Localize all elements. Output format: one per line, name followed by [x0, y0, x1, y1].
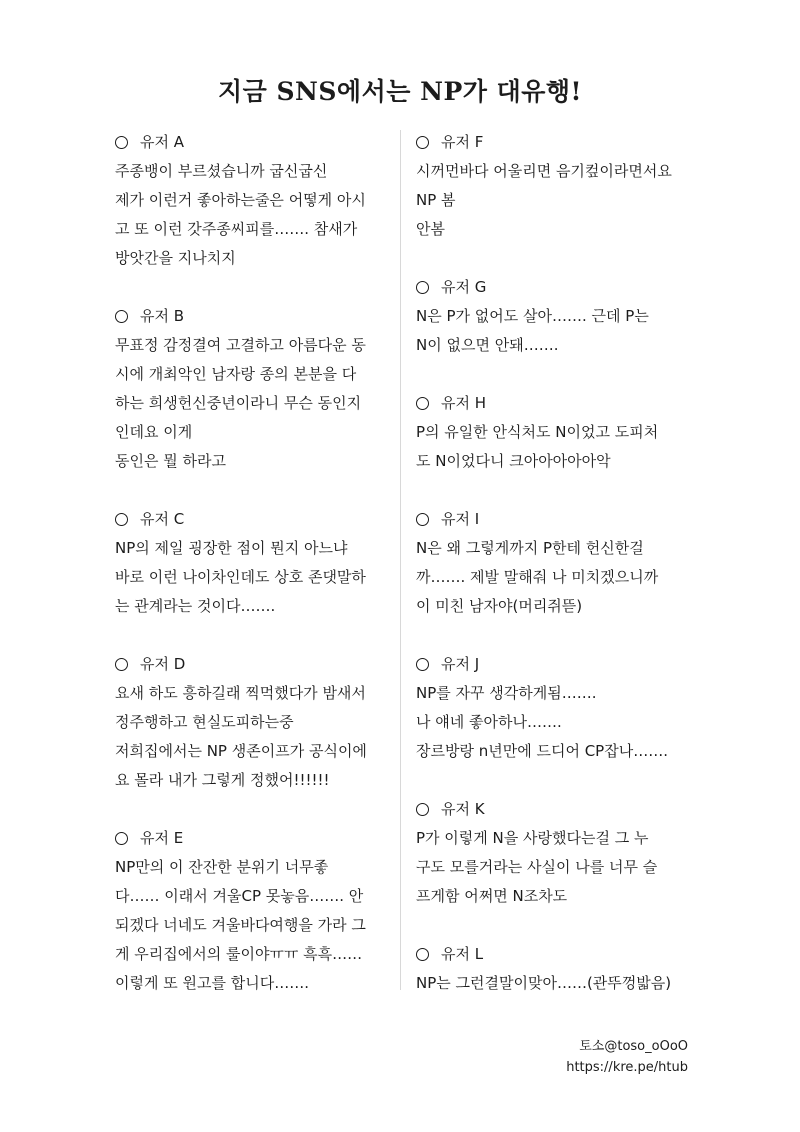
entry-header: [115, 128, 390, 157]
entry-user-h: [416, 389, 691, 476]
entry-header: [115, 824, 390, 853]
entry-header: [416, 940, 691, 969]
user-name: 유저 B: [140, 307, 185, 325]
comment-line: NP는 그런결말이맞아……(관뚜껑밟음): [416, 974, 672, 992]
comment-line: 인데요 이게: [115, 423, 193, 441]
comment-line: 바로 이런 나이차인데도 상호 존댓말하: [115, 568, 366, 586]
comment-line: 는 관계라는 것이다…….: [115, 597, 276, 615]
comment-line: 프게함 어쩌면 N조차도: [416, 887, 568, 905]
circle-bullet-icon: [115, 832, 128, 845]
comment-line: 요 몰라 내가 그렇게 정했어!!!!!!: [115, 771, 330, 789]
comment-line: 시꺼먼바다 어울리면 음기컾이라면서요: [416, 162, 672, 180]
entry-header: [416, 505, 691, 534]
comment-line: NP 봄: [416, 191, 456, 209]
entry-user-f: [416, 128, 691, 244]
left-column: [115, 128, 390, 1027]
entry-header: [115, 505, 390, 534]
comment-line: P의 유일한 안식처도 N이었고 도피처: [416, 423, 659, 441]
comment-line: N은 왜 그렇게까지 P한테 헌신한걸: [416, 539, 644, 557]
entry-user-i: [416, 505, 691, 621]
entry-user-a: [115, 128, 390, 273]
comment-line: 무표정 감정결여 고결하고 아름다운 동: [115, 336, 366, 354]
comment-line: 제가 이런거 좋아하는줄은 어떻게 아시: [115, 191, 366, 209]
comment-line: NP의 제일 굉장한 점이 뭔지 아느냐: [115, 539, 348, 557]
circle-bullet-icon: [416, 948, 429, 961]
entry-user-c: [115, 505, 390, 621]
comment-line: 방앗간을 지나치지: [115, 249, 236, 267]
comment-line: NP만의 이 잔잔한 분위기 너무좋: [115, 858, 329, 876]
comment-line: 구도 모를거라는 사실이 나를 너무 슬: [416, 858, 658, 876]
circle-bullet-icon: [115, 658, 128, 671]
circle-bullet-icon: [416, 397, 429, 410]
comment-line: 이렇게 또 원고를 합니다…….: [115, 974, 309, 992]
comment-line: 까……. 제발 말해줘 나 미치겠으니까: [416, 568, 659, 586]
user-name: 유저 K: [441, 800, 485, 818]
entry-user-d: [115, 650, 390, 795]
circle-bullet-icon: [115, 310, 128, 323]
circle-bullet-icon: [416, 658, 429, 671]
user-name: 유저 H: [441, 394, 487, 412]
comment-line: 동인은 뭘 하라고: [115, 452, 226, 470]
page-title: 지금 SNS에서는 NP가 대유행!: [217, 77, 583, 106]
comment-line: 고 또 이런 갓주종씨피를……. 참새가: [115, 220, 358, 238]
comment-line: 시에 개최악인 남자랑 종의 본분을 다: [115, 365, 357, 383]
comment-line: 다…… 이래서 겨울CP 못놓음……. 안: [115, 887, 364, 905]
user-name: 유저 D: [140, 655, 186, 673]
entry-header: [416, 128, 691, 157]
entry-header: [416, 650, 691, 679]
user-name: 유저 L: [441, 945, 484, 963]
comment-line: 되겠다 너네도 겨울바다여행을 가라 그: [115, 916, 366, 934]
circle-bullet-icon: [416, 513, 429, 526]
comment-line: 하는 희생헌신중년이라니 무슨 동인지: [115, 394, 362, 412]
user-name: 유저 F: [441, 133, 484, 151]
entry-header: [115, 650, 390, 679]
comment-line: N이 없으면 안돼…….: [416, 336, 559, 354]
user-name: 유저 E: [140, 829, 184, 847]
user-name: 유저 C: [140, 510, 185, 528]
comment-line: 요새 하도 흥하길래 찍먹했다가 밤새서: [115, 684, 366, 702]
author-url: https://kre.pe/htub: [566, 1060, 688, 1075]
comment-line: 주종뱅이 부르셨습니까 굽신굽신: [115, 162, 328, 180]
comment-line: 장르방랑 n년만에 드디어 CP잡나…….: [416, 742, 668, 760]
circle-bullet-icon: [115, 513, 128, 526]
comment-line: N은 P가 없어도 살아……. 근데 P는: [416, 307, 649, 325]
right-column: [416, 128, 691, 1027]
entry-header: [416, 795, 691, 824]
comment-line: 안봄: [416, 220, 445, 238]
column-divider: [400, 130, 401, 990]
entry-user-b: [115, 302, 390, 476]
comment-line: P가 이렇게 N을 사랑했다는걸 그 누: [416, 829, 649, 847]
comment-line: 저희집에서는 NP 생존이프가 공식이에: [115, 742, 367, 760]
user-name: 유저 A: [140, 133, 185, 151]
entry-user-e: [115, 824, 390, 998]
comment-line: 이 미친 남자야(머리쥐뜯): [416, 597, 583, 615]
circle-bullet-icon: [416, 803, 429, 816]
comment-line: 도 N이었다니 크아아아아아악: [416, 452, 611, 470]
author-handle: 토소@toso_oOoO: [579, 1039, 688, 1054]
entry-user-l: [416, 940, 691, 998]
entry-header: [115, 302, 390, 331]
entry-user-j: [416, 650, 691, 766]
circle-bullet-icon: [416, 281, 429, 294]
user-name: 유저 I: [441, 510, 480, 528]
user-name: 유저 J: [441, 655, 480, 673]
footer-credits: [566, 1036, 688, 1078]
comment-line: NP를 자꾸 생각하게됨…….: [416, 684, 597, 702]
entry-user-k: [416, 795, 691, 911]
user-name: 유저 G: [441, 278, 487, 296]
entry-user-g: [416, 273, 691, 360]
entry-header: [416, 273, 691, 302]
circle-bullet-icon: [115, 136, 128, 149]
entry-header: [416, 389, 691, 418]
comment-line: 나 얘네 좋아하나…….: [416, 713, 562, 731]
comment-line: 게 우리집에서의 룰이야ㅠㅠ 흑흑……: [115, 945, 363, 963]
comment-line: 정주행하고 현실도피하는중: [115, 713, 294, 731]
circle-bullet-icon: [416, 136, 429, 149]
